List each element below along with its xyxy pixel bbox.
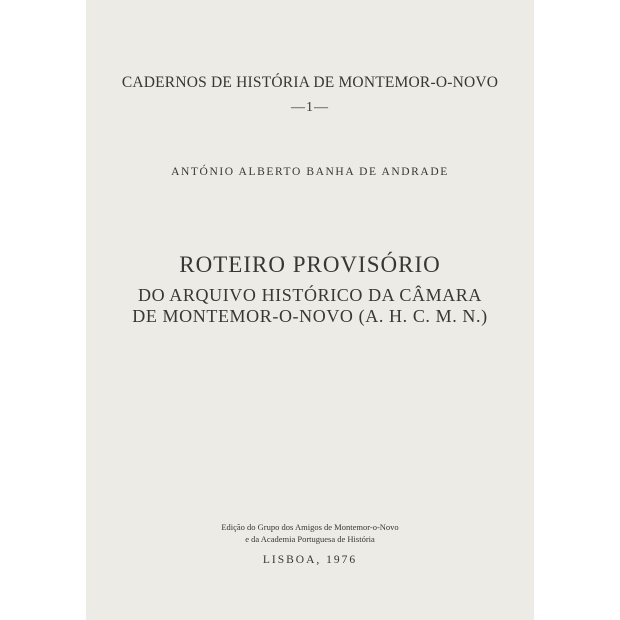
book-title-line-2: DO ARQUIVO HISTÓRICO DA CÂMARA [137,285,483,305]
publisher-line-2: e da Academia Portuguesa de História [245,534,375,544]
series-title: CADERNOS DE HISTÓRIA DE MONTEMOR-O-NOVO [121,74,499,91]
volume-number: —1— [291,100,329,115]
publisher-line-1: Edição do Grupo dos Amigos de Montemor-o-Novo [221,522,399,532]
author-name: ANTÓNIO ALBERTO BANHA DE ANDRADE [171,166,449,178]
book-title-line-1: ROTEIRO PROVISÓRIO [179,252,441,277]
book-title-line-3: DE MONTEMOR-O-NOVO (A. H. C. M. N.) [132,306,488,326]
place-and-year: LISBOA, 1976 [262,554,358,566]
book-cover-page [86,0,534,620]
